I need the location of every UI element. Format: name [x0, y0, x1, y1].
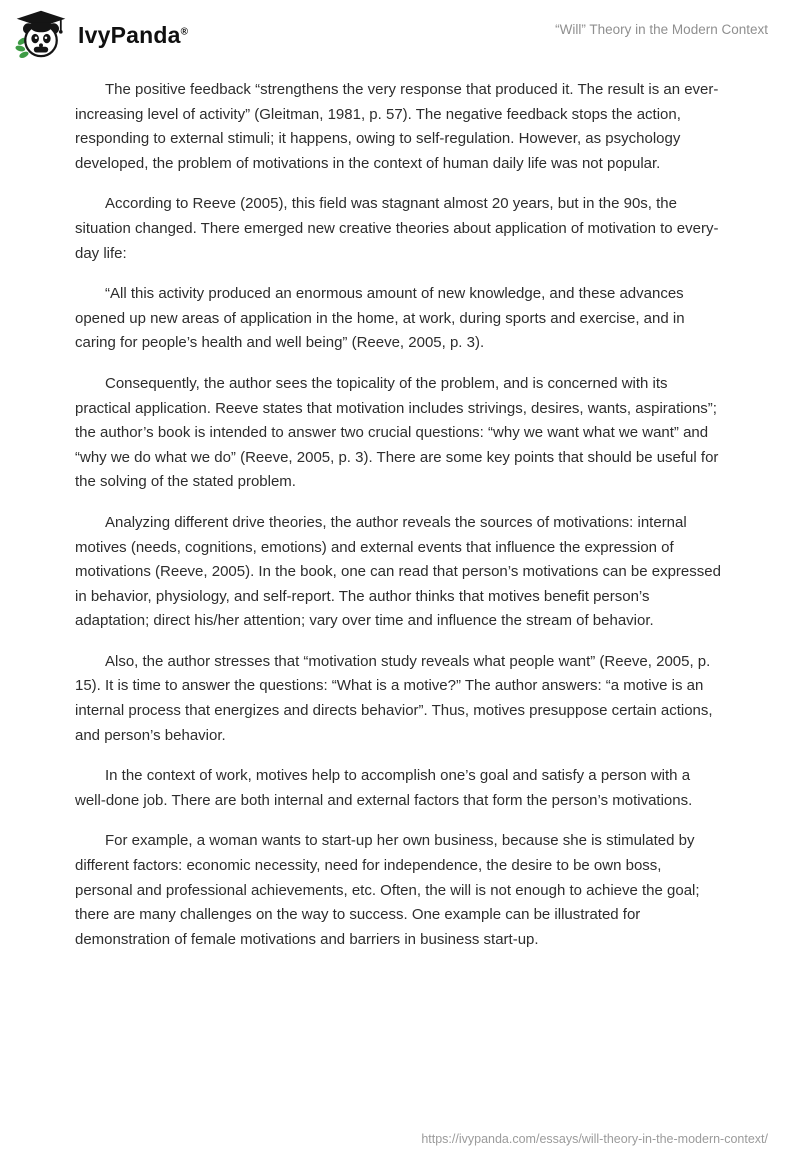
brand [14, 8, 188, 62]
essay-body [0, 62, 800, 952]
paragraph: The positive feedback “strengthens the very response that produced it. The result is an ever-increasing level of activity” (Gleitman, 1981, p. 57). The negative feedback stops the action, responding to external stimuli; it happens, owing to self-regulation. However, as psychology developed, the problem of motivations in the context of human daily life was not popular. [75, 81, 719, 172]
brand-text: IvyPanda [78, 21, 181, 48]
document-title: “Will” Theory in the Modern Context [555, 22, 768, 37]
ivypanda-logo-icon [14, 8, 68, 62]
paragraph: According to Reeve (2005), this field was stagnant almost 20 years, but in the 90s, the situation changed. There emerged new creative theories about application of motivation to every-day life: [75, 195, 719, 262]
source-url[interactable]: https://ivypanda.com/essays/will-theory-in-the-modern-context/ [421, 1132, 768, 1146]
registered-mark: ® [180, 25, 189, 37]
paragraph: Analyzing different drive theories, the author reveals the sources of motivations: internal motives (needs, cognitions, emotions) and external events that influence the expression of motivations (Reeve, 2005). In the book, one can read that person’s motivations can be expressed in behavior, physiology, and self-report. The author thinks that motives benefit person’s adaptation; direct his/her attention; vary over time and influence the stream of behavior. [75, 513, 721, 630]
paragraph: In the context of work, motives help to accomplish one’s goal and satisfy a person with a well-done job. There are both internal and external factors that form the person’s motivations. [75, 767, 693, 809]
page-footer [421, 1130, 768, 1148]
paragraph: “All this activity produced an enormous amount of new knowledge, and these advances opened up new areas of application in the home, at work, during sports and exercise, and in caring for people’s health and well being” (Reeve, 2005, p. 3). [75, 285, 685, 352]
paragraph: Consequently, the author sees the topicality of the problem, and is concerned with its practical application. Reeve states that motivation includes strivings, desires, wants, aspirations”; the author’s book is intended to answer two crucial questions: “why we want what we want” and “why we do what we do” (Reeve, 2005, p. 3). There are some key points that should be useful for the solving of the stated problem. [75, 374, 719, 491]
brand-name [78, 22, 188, 49]
page-header [0, 0, 800, 62]
paragraph: For example, a woman wants to start-up her own business, because she is stimulated by different factors: economic necessity, need for independence, the desire to be own boss, personal and professional achievements, etc. Often, the will is not enough to achieve the goal; there are many challenges on the way to success. One example can be illustrated for demonstration of female motivations and barriers in business start-up. [75, 832, 700, 948]
paragraph: Also, the author stresses that “motivation study reveals what people want” (Reeve, 2005, p. 15). It is time to answer the questions: “What is a motive?” The author answers: “a motive is an internal process that energizes and directs behavior”. Thus, motives presuppose certain actions, and person’s behavior. [75, 652, 713, 744]
